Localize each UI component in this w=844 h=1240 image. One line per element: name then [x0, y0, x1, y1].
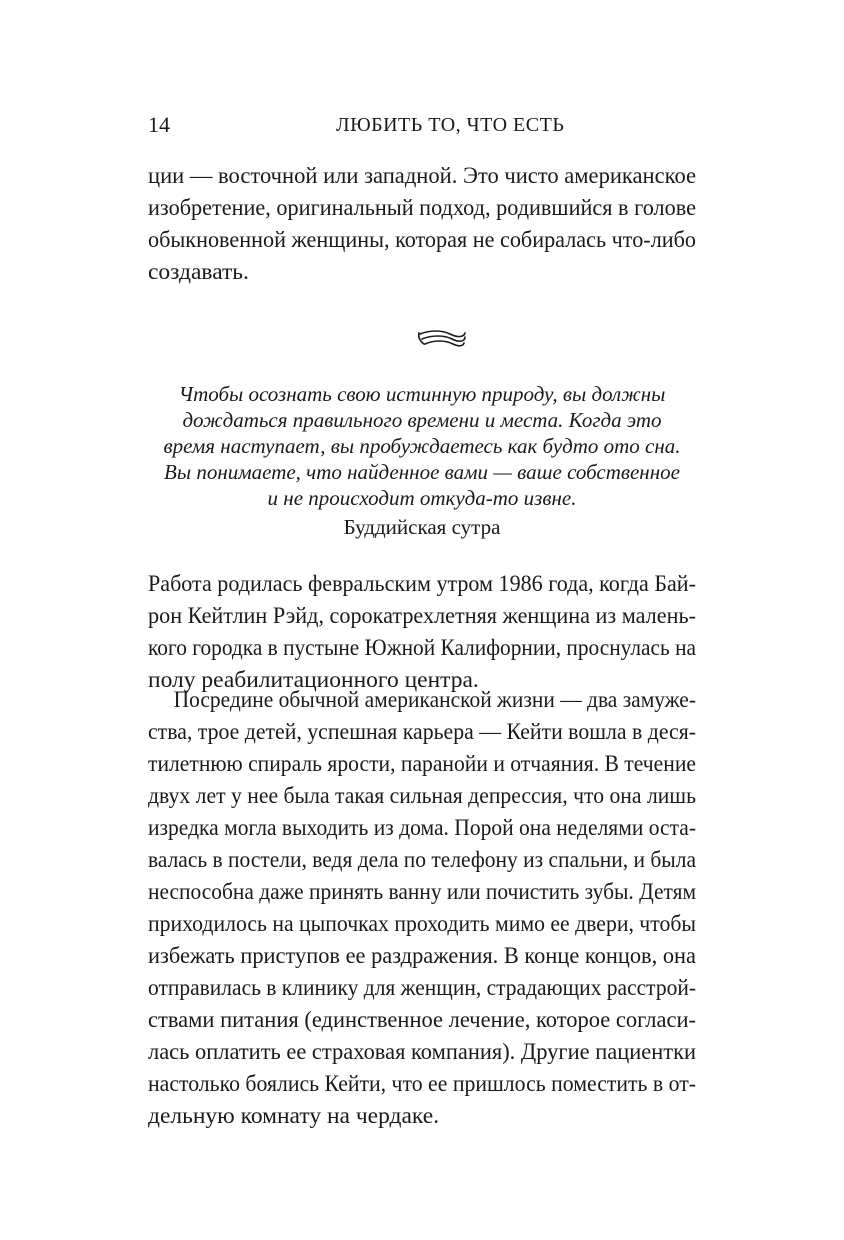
text-line: двух лет у нее была такая сильная депрессия, что она лишь [148, 783, 696, 809]
text-line: изобретение, оригинальный подход, родившийся в голове [148, 195, 697, 221]
text-line: ствами питания (единственное лечение, которое согласи- [148, 1007, 697, 1033]
text-line: ции — восточной или западной. Это чисто американское [148, 163, 697, 189]
paragraph-3 [148, 684, 696, 1132]
text-line: ства, трое детей, успешная карьера — Кейти вошла в деся- [148, 719, 697, 745]
epigraph-source: Буддийская сутра [343, 515, 501, 539]
text-line: неспособна даже принять ванну или почистить зубы. Детям [148, 879, 697, 905]
text-line: настолько боялись Кейти, что ее пришлось поместить в от- [148, 1071, 697, 1097]
text-line: избежать приступов ее раздражения. В конце концов, она [148, 943, 696, 969]
epigraph-line: Чтобы осознать свою истинную природу, вы должны [178, 382, 666, 406]
epigraph-line: дождаться правильного времени и места. Когда это [182, 408, 662, 432]
text-line: отправилась в клинику для женщин, страдающих расстрой- [148, 975, 696, 1001]
paragraph-1 [148, 160, 696, 288]
text-line: лась оплатить ее страховая компания). Другие пациентки [148, 1039, 697, 1065]
text-line: изредка могла выходить из дома. Порой она неделями оста- [148, 815, 697, 841]
epigraph [148, 381, 696, 542]
text-line: рон Кейтлин Рэйд, сорокатрехлетняя женщина из малень- [148, 603, 696, 629]
running-title: ЛЮБИТЬ ТО, ЧТО ЕСТЬ [336, 114, 565, 136]
text-line: дельную комнату на чердаке. [148, 1103, 440, 1129]
page-number: 14 [148, 112, 170, 137]
paragraph-2 [148, 568, 696, 696]
text-line: Работа родилась февральским утром 1986 года, когда Бай- [148, 571, 696, 597]
text-line: приходилось на цыпочках проходить мимо ее двери, чтобы [148, 911, 696, 937]
text-line: валась в постели, ведя дела по телефону из спальни, и была [148, 847, 696, 873]
page-header [148, 110, 696, 140]
text-line: кого городка в пустыне Южной Калифорнии, проснулась на [148, 635, 697, 661]
text-line: тилетнюю спираль ярости, паранойи и отчаяния. В течение [148, 751, 696, 777]
text-line: создавать. [148, 259, 249, 285]
epigraph-line: время наступает, вы пробуждаетесь как будто ото сна. [163, 434, 681, 458]
text-line: полу реабилитационного центра. [148, 667, 479, 693]
text-line: обыкновенной женщины, которая не собиралась что-либо [148, 227, 697, 253]
swirl-ornament-icon [418, 328, 468, 350]
epigraph-line: и не происходит откуда-то извне. [267, 486, 577, 510]
text-line: Посредине обычной американской жизни — два замуже- [173, 687, 696, 713]
epigraph-line: Вы понимаете, что найденное вами — ваше собственное [164, 460, 680, 484]
